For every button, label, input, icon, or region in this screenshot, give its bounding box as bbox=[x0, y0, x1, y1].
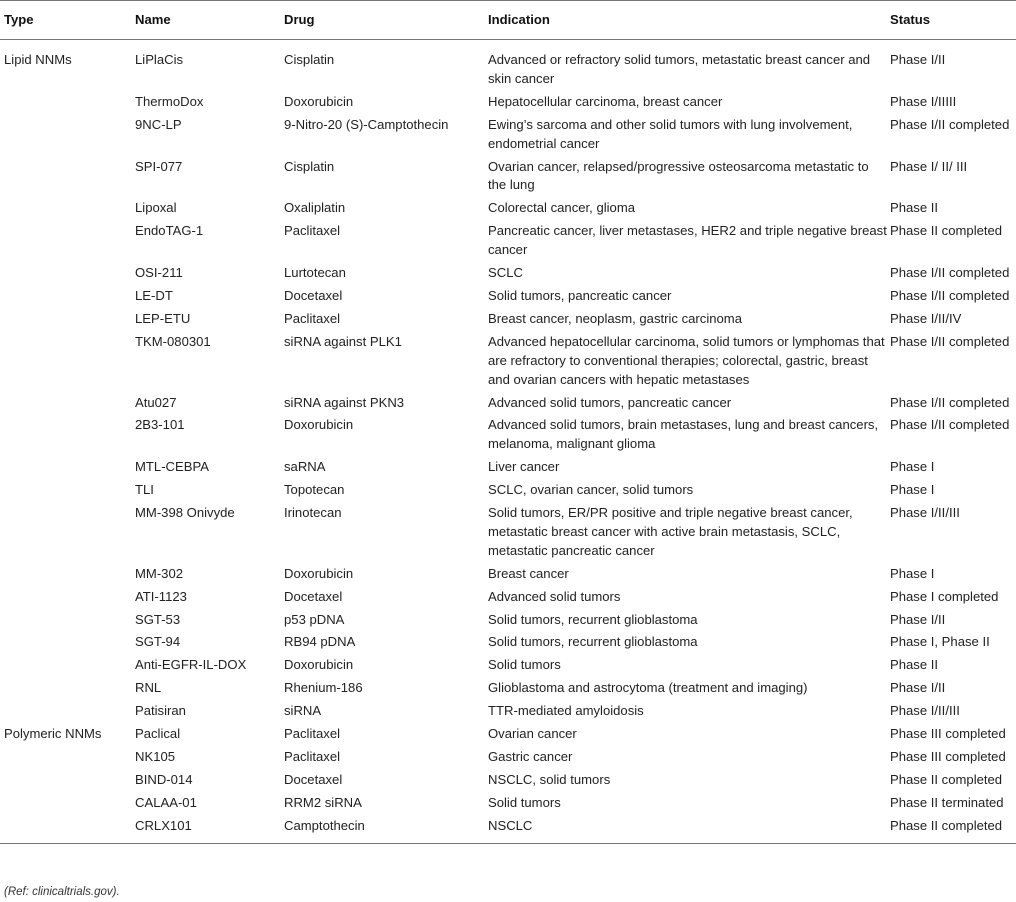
cell-status: Phase I/IIIII bbox=[890, 93, 957, 109]
cell-type bbox=[0, 331, 135, 392]
cell-indication: Solid tumors bbox=[488, 794, 561, 810]
table-row bbox=[0, 262, 1016, 285]
cell-name: MM-398 Onivyde bbox=[135, 505, 235, 521]
cell-status: Phase III completed bbox=[890, 749, 1006, 764]
table-row bbox=[0, 392, 1016, 415]
cell-status: Phase I/II bbox=[890, 680, 946, 696]
cell-status: Phase I/II/III bbox=[890, 703, 960, 719]
cell-indication: Solid tumors, ER/PR positive and triple negative breast cancer, metastatic breast cancer with active brain metastasis, SCLC, metastatic pancreatic cancer bbox=[488, 505, 853, 558]
cell-type bbox=[0, 262, 135, 285]
cell-drug: Topotecan bbox=[284, 482, 345, 498]
table-body bbox=[0, 40, 1016, 844]
table-row bbox=[0, 479, 1016, 502]
cell-indication: Advanced solid tumors, brain metastases, lung and breast cancers, melanoma, malignant glioma bbox=[488, 417, 879, 452]
cell-drug: Paclitaxel bbox=[284, 310, 341, 326]
cell-status: Phase I bbox=[890, 459, 935, 475]
cell-type bbox=[0, 392, 135, 415]
cell-status: Phase I bbox=[890, 565, 935, 581]
table-row bbox=[0, 197, 1016, 220]
table-row bbox=[0, 331, 1016, 392]
cell-type bbox=[0, 586, 135, 609]
cell-type bbox=[0, 700, 135, 723]
table-row bbox=[0, 156, 1016, 198]
cell-status: Phase II bbox=[890, 200, 939, 216]
table-row bbox=[0, 815, 1016, 843]
cell-type bbox=[0, 769, 135, 792]
cell-drug: Paclitaxel bbox=[284, 223, 341, 239]
cell-drug: RB94 pDNA bbox=[284, 634, 356, 650]
cell-drug: Docetaxel bbox=[284, 287, 343, 303]
cell-name: ATI-1123 bbox=[135, 588, 187, 604]
cell-drug: 9-Nitro-20 (S)-Camptothecin bbox=[284, 116, 449, 132]
cell-drug: Doxorubicin bbox=[284, 93, 354, 109]
cell-status: Phase II completed bbox=[890, 223, 1003, 239]
cell-name: MM-302 bbox=[135, 565, 184, 581]
cell-indication: Advanced solid tumors, pancreatic cancer bbox=[488, 394, 732, 410]
cell-indication: Advanced hepatocellular carcinoma, solid tumors or lymphomas that are refractory to conventional therapies; colorectal, gastric, breast and ovarian cancers with hepatic metastases bbox=[488, 333, 885, 387]
cell-name: CALAA-01 bbox=[135, 794, 197, 810]
cell-status: Phase I/II completed bbox=[890, 287, 1010, 303]
header-drug: Drug bbox=[284, 1, 488, 40]
cell-type: Polymeric NNMs bbox=[4, 726, 102, 742]
cell-type bbox=[0, 308, 135, 331]
cell-drug: siRNA against PKN3 bbox=[284, 394, 405, 410]
cell-indication: SCLC bbox=[488, 265, 523, 281]
cell-name: ThermoDox bbox=[135, 93, 204, 109]
cell-indication: Pancreatic cancer, liver metastases, HER2 and triple negative breast cancer bbox=[488, 223, 887, 258]
cell-type bbox=[0, 220, 135, 262]
cell-indication: Hepatocellular carcinoma, breast cancer bbox=[488, 93, 723, 109]
table-row bbox=[0, 285, 1016, 308]
cell-indication: Ovarian cancer, relapsed/progressive osteosarcoma metastatic to the lung bbox=[488, 158, 869, 193]
cell-status: Phase II bbox=[890, 657, 939, 673]
table-row bbox=[0, 586, 1016, 609]
cell-status: Phase I/II/IV bbox=[890, 310, 962, 326]
cell-name: EndoTAG-1 bbox=[135, 223, 204, 239]
cell-name: RNL bbox=[135, 680, 162, 696]
cell-indication: Breast cancer bbox=[488, 565, 569, 581]
table-row bbox=[0, 456, 1016, 479]
header-indication: Indication bbox=[488, 1, 890, 40]
header-type: Type bbox=[0, 1, 135, 40]
cell-status: Phase I/II completed bbox=[890, 394, 1010, 410]
cell-type bbox=[0, 197, 135, 220]
header-name: Name bbox=[135, 1, 284, 40]
cell-type bbox=[0, 285, 135, 308]
cell-drug: Irinotecan bbox=[284, 505, 342, 521]
table-row bbox=[0, 654, 1016, 677]
cell-type bbox=[0, 654, 135, 677]
table-row bbox=[0, 609, 1016, 632]
table-row bbox=[0, 723, 1016, 746]
cell-name: LE-DT bbox=[135, 287, 173, 303]
cell-type bbox=[0, 792, 135, 815]
cell-drug: saRNA bbox=[284, 459, 326, 475]
cell-drug: Doxorubicin bbox=[284, 565, 354, 581]
cell-indication: Advanced solid tumors bbox=[488, 588, 621, 604]
cell-indication: Colorectal cancer, glioma bbox=[488, 200, 636, 216]
cell-status: Phase I bbox=[890, 482, 935, 498]
cell-status: Phase I/II completed bbox=[890, 333, 1010, 349]
cell-status: Phase I/ II/ III bbox=[890, 158, 968, 174]
table-row bbox=[0, 700, 1016, 723]
cell-name: SGT-53 bbox=[135, 611, 181, 627]
table-header bbox=[0, 1, 1016, 40]
cell-name: SPI-077 bbox=[135, 158, 183, 174]
cell-indication: SCLC, ovarian cancer, solid tumors bbox=[488, 482, 694, 498]
cell-type bbox=[0, 677, 135, 700]
cell-drug: Docetaxel bbox=[284, 771, 343, 787]
cell-name: BIND-014 bbox=[135, 771, 193, 787]
cell-drug: Oxaliplatin bbox=[284, 200, 346, 216]
cell-name: Atu027 bbox=[135, 394, 177, 410]
cell-type bbox=[0, 479, 135, 502]
table-row bbox=[0, 746, 1016, 769]
cell-indication: Solid tumors, pancreatic cancer bbox=[488, 287, 672, 303]
cell-drug: Camptothecin bbox=[284, 815, 488, 843]
cell-type bbox=[0, 631, 135, 654]
cell-drug: Lurtotecan bbox=[284, 265, 346, 281]
cell-indication: Solid tumors, recurrent glioblastoma bbox=[488, 634, 698, 650]
cell-indication: NSCLC bbox=[488, 815, 890, 843]
cell-status: Phase II terminated bbox=[890, 794, 1004, 810]
cell-drug: Paclitaxel bbox=[284, 726, 341, 742]
table-row bbox=[0, 220, 1016, 262]
cell-drug: siRNA bbox=[284, 703, 322, 719]
table-row bbox=[0, 792, 1016, 815]
cell-drug: Rhenium-186 bbox=[284, 680, 363, 696]
cell-drug: Cisplatin bbox=[284, 52, 335, 67]
cell-name: CRLX101 bbox=[135, 815, 284, 843]
table-row bbox=[0, 631, 1016, 654]
cell-indication: NSCLC, solid tumors bbox=[488, 771, 611, 787]
table-row bbox=[0, 114, 1016, 156]
cell-type bbox=[0, 156, 135, 198]
cell-name: LEP-ETU bbox=[135, 310, 191, 326]
header-status: Status bbox=[890, 1, 1016, 40]
cell-status: Phase II completed bbox=[890, 771, 1003, 787]
table-row bbox=[0, 563, 1016, 586]
cell-indication: Ewing’s sarcoma and other solid tumors with lung involvement, endometrial cancer bbox=[488, 116, 853, 151]
cell-name: Patisiran bbox=[135, 703, 186, 719]
cell-name: MTL-CEBPA bbox=[135, 459, 209, 475]
cell-name: Lipoxal bbox=[135, 200, 177, 216]
cell-drug: Doxorubicin bbox=[284, 417, 354, 433]
table-footnote: (Ref: clinicaltrials.gov). bbox=[4, 886, 120, 898]
table-row bbox=[0, 502, 1016, 563]
cell-name: 2B3-101 bbox=[135, 417, 185, 433]
cell-drug: Doxorubicin bbox=[284, 657, 354, 673]
table-row bbox=[0, 91, 1016, 114]
cell-status: Phase I/II bbox=[890, 52, 946, 67]
table-row bbox=[0, 308, 1016, 331]
cell-name: 9NC-LP bbox=[135, 116, 182, 132]
cell-status: Phase I/II/III bbox=[890, 505, 960, 521]
cell-indication: Liver cancer bbox=[488, 459, 560, 475]
cell-status: Phase I/II completed bbox=[890, 265, 1010, 281]
cell-status: Phase III completed bbox=[890, 726, 1006, 742]
table-row bbox=[0, 40, 1016, 91]
cell-indication: TTR-mediated amyloidosis bbox=[488, 703, 644, 719]
cell-name: TLI bbox=[135, 482, 154, 498]
cell-status: Phase I/II completed bbox=[890, 116, 1010, 132]
cell-type bbox=[0, 609, 135, 632]
cell-drug: RRM2 siRNA bbox=[284, 794, 362, 810]
cell-indication: Gastric cancer bbox=[488, 749, 573, 764]
cell-drug: Paclitaxel bbox=[284, 749, 341, 764]
cell-name: NK105 bbox=[135, 749, 176, 764]
cell-drug: siRNA against PLK1 bbox=[284, 333, 402, 349]
cell-type bbox=[0, 91, 135, 114]
table-row bbox=[0, 677, 1016, 700]
cell-indication: Breast cancer, neoplasm, gastric carcinoma bbox=[488, 310, 742, 326]
cell-status: Phase I/II completed bbox=[890, 417, 1010, 433]
cell-status: Phase I completed bbox=[890, 588, 999, 604]
cell-name: SGT-94 bbox=[135, 634, 181, 650]
cell-type bbox=[0, 456, 135, 479]
cell-drug: Cisplatin bbox=[284, 158, 335, 174]
cell-status: Phase I, Phase II bbox=[890, 634, 990, 650]
cell-indication: Ovarian cancer bbox=[488, 726, 577, 742]
header-row bbox=[0, 1, 1016, 40]
table-row bbox=[0, 414, 1016, 456]
cell-type bbox=[0, 746, 135, 769]
cell-type bbox=[0, 815, 135, 843]
cell-indication: Solid tumors, recurrent glioblastoma bbox=[488, 611, 698, 627]
cell-indication: Advanced or refractory solid tumors, metastatic breast cancer and skin cancer bbox=[488, 52, 871, 86]
cell-name: Paclical bbox=[135, 726, 181, 742]
cell-indication: Solid tumors bbox=[488, 657, 561, 673]
cell-indication: Glioblastoma and astrocytoma (treatment and imaging) bbox=[488, 680, 808, 696]
cell-type bbox=[0, 563, 135, 586]
cell-name: LiPlaCis bbox=[135, 52, 184, 67]
cell-name: OSI-211 bbox=[135, 265, 183, 281]
cell-status: Phase II completed bbox=[890, 815, 1016, 843]
cell-name: Anti-EGFR-IL-DOX bbox=[135, 657, 247, 673]
cell-status: Phase I/II bbox=[890, 611, 946, 627]
table-row bbox=[0, 769, 1016, 792]
cell-drug: p53 pDNA bbox=[284, 611, 345, 627]
cell-type: Lipid NNMs bbox=[4, 52, 72, 67]
cell-name: TKM-080301 bbox=[135, 333, 211, 349]
cell-type bbox=[0, 114, 135, 156]
cell-drug: Docetaxel bbox=[284, 588, 343, 604]
cell-type bbox=[0, 414, 135, 456]
cell-type bbox=[0, 502, 135, 563]
